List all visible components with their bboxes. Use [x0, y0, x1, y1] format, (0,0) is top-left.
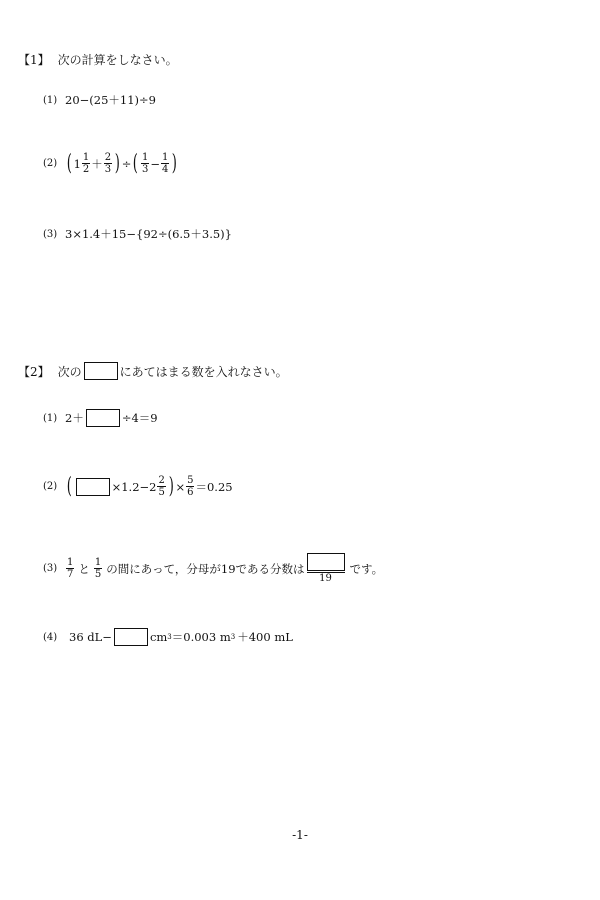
expr-mid: ×1.2−2 — [111, 479, 157, 494]
denominator: 6 — [187, 487, 194, 498]
problem-label: (3) — [43, 563, 58, 574]
denominator: 5 — [94, 569, 102, 580]
answer-box[interactable] — [76, 478, 110, 496]
section-2-header — [18, 362, 288, 380]
problem-2-1 — [43, 409, 158, 427]
problem-expression — [65, 409, 158, 427]
denominator: 3 — [142, 164, 149, 175]
problem-label: (4) — [43, 631, 58, 643]
problem-1-2 — [43, 152, 179, 175]
left-paren: ( — [133, 150, 139, 176]
answer-box[interactable] — [307, 553, 345, 571]
section-2-mark: 【2】 — [18, 364, 50, 379]
problem-label: (1) — [43, 94, 58, 106]
problem-text: の間にあって，分母が19である分数は — [106, 561, 305, 576]
problem-1-3 — [43, 226, 232, 242]
problem-2-3 — [43, 553, 383, 584]
section-2-instruction-post: にあてはまる数を入れなさい。 — [119, 364, 288, 379]
denominator: 3 — [104, 164, 112, 175]
expr-pre: 36 dL− — [69, 630, 112, 644]
denominator: 2 — [82, 164, 90, 175]
numerator: 1 — [142, 152, 149, 163]
fraction — [82, 152, 90, 175]
left-paren: ( — [66, 150, 72, 176]
expr-eq: ＝0.25 — [195, 479, 233, 494]
problem-2-4 — [43, 628, 293, 646]
right-paren: ) — [168, 473, 174, 499]
problem-end: です。 — [349, 561, 384, 576]
operator: ＋ — [91, 156, 103, 171]
whole-number: 1 — [73, 156, 81, 171]
operator: − — [150, 156, 161, 171]
section-1-mark: 【1】 — [18, 53, 50, 67]
problem-label: (2) — [43, 481, 58, 492]
unit: cm — [149, 630, 168, 644]
answer-box[interactable] — [114, 628, 148, 646]
problem-label: (2) — [43, 158, 58, 169]
page-number: -1- — [292, 828, 308, 842]
numerator: 1 — [82, 152, 90, 163]
problem-expression: 20−(25＋11)÷9 — [65, 93, 156, 107]
section-1-header — [18, 51, 178, 68]
right-paren: ) — [114, 150, 121, 176]
problem-label: (3) — [43, 228, 58, 240]
denominator: 4 — [162, 164, 169, 175]
expr-mid: ＝0.003 m — [171, 630, 231, 644]
right-paren: ) — [172, 150, 178, 176]
problem-expression: 3×1.4＋15−{92÷(6.5＋3.5)} — [65, 227, 232, 241]
denominator: 5 — [158, 487, 165, 498]
denominator: 19 — [307, 572, 345, 584]
numerator: 1 — [162, 152, 169, 163]
section-1-instruction: 次の計算をしなさい。 — [57, 53, 178, 67]
left-paren: ( — [66, 473, 72, 499]
fraction — [157, 475, 165, 498]
numerator: 2 — [158, 475, 165, 486]
answer-box[interactable] — [86, 409, 120, 427]
numerator: 5 — [187, 475, 194, 486]
problem-expression: 36 dL− cm 3 ＝0.003 m 3 ＋400 mL — [69, 630, 293, 644]
problem-expression — [65, 475, 233, 498]
fraction — [66, 557, 74, 580]
problem-label: (1) — [43, 412, 58, 424]
fraction — [141, 152, 149, 175]
conjunction: と — [78, 561, 90, 576]
fraction — [161, 152, 169, 175]
expr-post: ÷4＝9 — [121, 411, 158, 425]
expr-post: ＋400 mL — [237, 630, 293, 644]
expr-pre: 2＋ — [65, 411, 84, 425]
answer-fraction — [307, 553, 345, 584]
fraction — [104, 152, 112, 175]
fraction — [94, 557, 102, 580]
numerator: 1 — [67, 557, 74, 568]
numerator: 2 — [104, 152, 112, 163]
problem-expression — [65, 553, 383, 584]
problem-2-2 — [43, 475, 233, 498]
problem-1-1 — [43, 92, 156, 108]
operator: ÷ — [121, 156, 132, 171]
numerator: 1 — [94, 557, 102, 568]
answer-box-legend — [84, 362, 118, 380]
operator: × — [175, 479, 186, 494]
section-2-instruction-pre: 次の — [57, 364, 82, 379]
fraction — [186, 475, 194, 498]
denominator: 7 — [67, 569, 74, 580]
problem-expression — [65, 152, 179, 175]
